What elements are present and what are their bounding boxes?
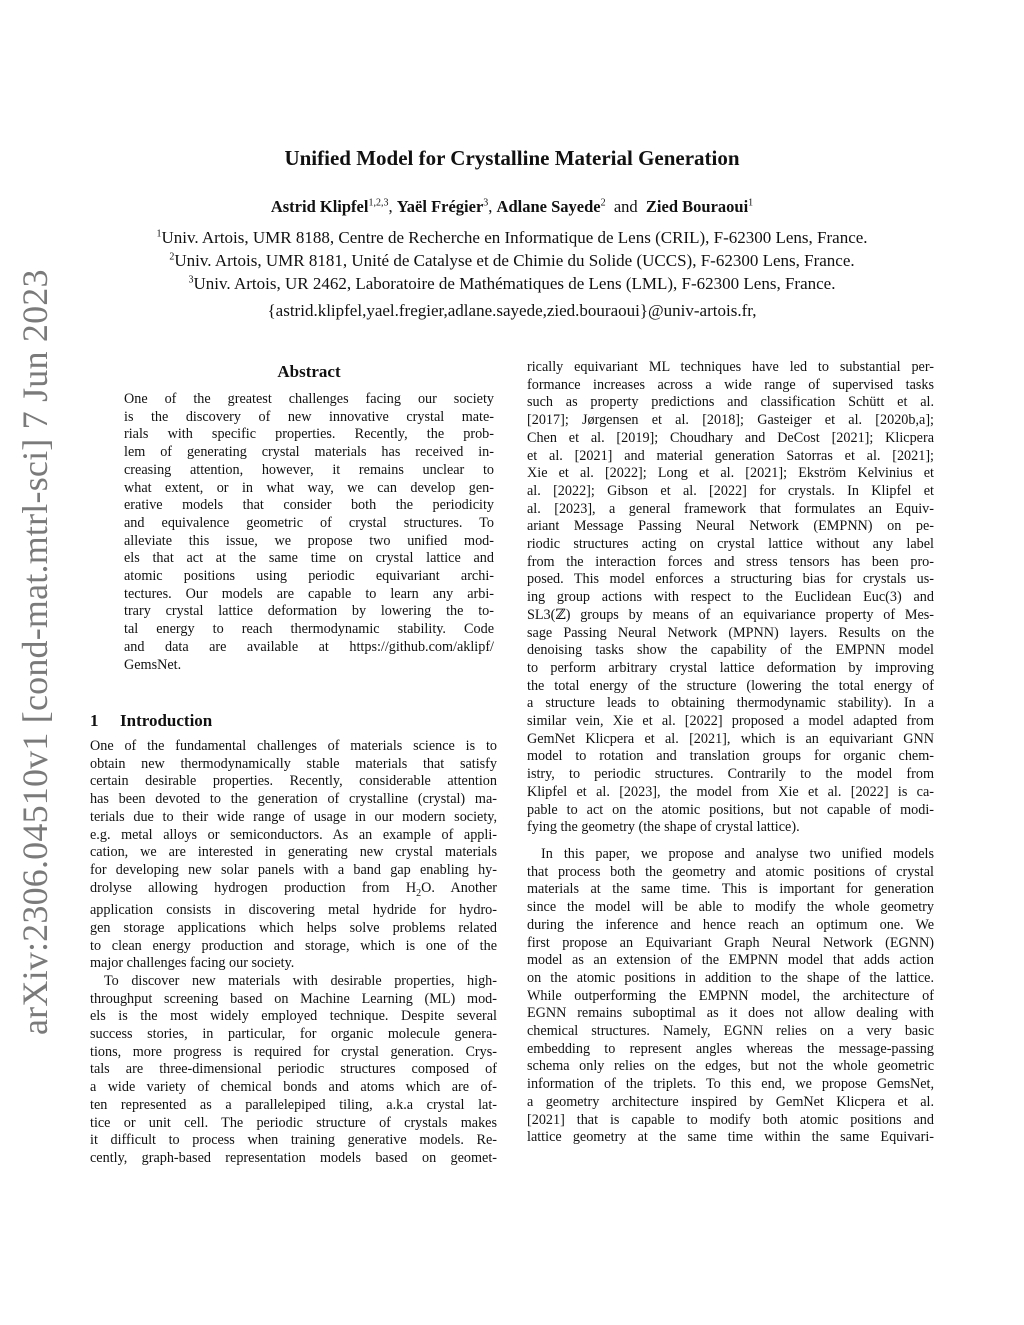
text-line: throughput screening based on Machine Learning (ML) mod- [90,990,497,1007]
text-line: that process both the geometry and atomic positions of crystal [527,863,934,880]
paragraph [527,359,934,837]
text-line: for developing new solar panels with a band gap enabling hy- [90,861,497,878]
paragraph [124,391,494,674]
affil-sup: 3 [188,274,194,286]
text-line: cation, we are interested in generating new crystal materials [90,844,497,861]
text-line: erative models that consider both the periodicity [124,497,494,514]
abstract-heading: Abstract [277,362,341,381]
text-line: it difficult to process when training generative models. Re- [90,1132,497,1149]
author-separator: , [388,197,393,216]
text-line: terials due to their wide range of usage in our modern society, [90,808,497,825]
paragraph [90,973,497,1168]
affiliation-1 [0,228,1024,248]
text-line: els that act at the same time on crystal lattice and [124,550,494,567]
text-line: and data are available at https://github.com/aklipf/ [124,638,494,655]
paragraph [527,846,934,1147]
author-name: Adlane Sayede [496,197,601,216]
text-line: Klipfel et al. [2023], the model from Xie et al. [2022] is ca- [527,783,934,800]
text-line: denoising tasks show the capability of the EMPNN model [527,642,934,659]
text-line: rials with specific properties. Recently, the prob- [124,426,494,443]
text-line: success stories, in particular, for organic molecule genera- [90,1026,497,1043]
text-line: tals are three-dimensional periodic structures composed of [90,1061,497,1078]
text-line: els is the most widely employed technique. Despite several [90,1008,497,1025]
text-line: a geometry architecture inspired by GemNet Klicpera et al. [527,1093,934,1110]
text-line: In this paper, we propose and analyse two unified models [541,845,934,862]
text-line: first propose an Equivariant Graph Neural Network (EGNN) [527,934,934,951]
text-line: cently, graph-based representation models based on geomet- [90,1150,497,1166]
text-line: lem of generating crystal materials has received in- [124,444,494,461]
affil-text: Univ. Artois, UR 2462, Laboratoire de Mathématiques de Lens (LML), F-62300 Lens, France. [193,274,836,293]
text-line: tions, more progress is required for crystal generation. Crys- [90,1043,497,1060]
author-line [0,197,1024,217]
author-affil-sup: 1,2,3 [368,197,389,209]
arxiv-side-stamp: arXiv:2306.04510v1 [cond-mat.mtrl-sci] 7 Jun 2023 [15,269,55,1035]
text-line: et al. [2021] and material generation Satorras et al. [2021]; [527,447,934,464]
section-title: Introduction [120,711,213,730]
text-line: a wide variety of chemical bonds and atoms which are of- [90,1079,497,1096]
text-line: tal energy to reach thermodynamic stability. Code [124,621,494,638]
text-line: certain desirable properties. Recently, considerable attention [90,773,497,790]
text-line: a structure leads to obtaining thermodynamic stability). In a [527,695,934,712]
text-line: what extent, or in what way, we can develop gen- [124,479,494,496]
text-line: model as an extension of the EMPNN model that adds action [527,952,934,969]
affil-text: Univ. Artois, UMR 8188, Centre de Recherche en Informatique de Lens (CRIL), F-62300 Lens, France. [161,228,868,247]
text-line: from the interaction forces and stress tensors has been pro- [527,553,934,570]
text-line: riodic structures acting on crystal lattice without any label [527,536,934,553]
author-name: Astrid Klipfel [270,197,369,216]
text-line: ariant Message Passing Neural Network (EMPNN) on pe- [527,518,934,535]
text-line: [2021] that is capable to modify both atomic positions and [527,1111,934,1128]
author-name: Yaël Frégier [396,197,484,216]
text-line: information of the triplets. To this end, we propose GemsNet, [527,1076,934,1093]
text-line: al. [2023], a general framework that formulates an Equiv- [527,500,934,517]
affil-sup: 1 [156,228,162,240]
text-line: [2017]; Jørgensen et al. [2018]; Gasteiger et al. [2020b,a]; [527,412,934,429]
subscript: 2 [416,887,422,899]
text-line: tectures. Our models are capable to learn any arbi- [124,585,494,602]
text-line: One of the fundamental challenges of materials science is to [90,738,497,754]
affiliation-2 [0,251,1024,271]
text-line: model to rotation and translation groups for organic chem- [527,748,934,765]
text-line: atomic positions using periodic equivariant archi- [124,568,494,585]
right-column-body [527,359,934,1147]
text-line: GemNet Klicpera et al. [2021], which is an equivariant GNN [527,730,934,747]
paragraph [90,738,497,973]
text-line: embedding to represent angles whereas the message-passing [527,1040,934,1057]
affiliation-3 [0,274,1024,294]
text-line: istry, to periodic structures. Contrarily to the model from [527,766,934,783]
introduction-body [90,738,497,1168]
text-fragment: drolyse allowing hydrogen production from H [90,879,417,896]
author-emails: {astrid.klipfel,yael.fregier,adlane.sayede,zied.bouraoui}@univ-artois.fr, [267,301,757,320]
text-line: To discover new materials with desirable properties, high- [104,972,497,989]
text-line: materials at the same time. This is important for generation [527,881,934,898]
text-line: has been devoted to the generation of crystalline (crystal) ma- [90,791,497,808]
section-heading-introduction [90,711,212,731]
text-line: pable to act on the atomic positions, but not capable of modi- [527,801,934,818]
text-line: trary crystal lattice deformation by lowering the to- [124,603,494,620]
text-line: ten represented as a parallelepiped tiling, a.k.a crystal lat- [90,1096,497,1113]
text-line: to perform arbitrary crystal lattice deformation by improving [527,659,934,676]
author-affil-sup: 1 [748,197,754,209]
text-line: gen storage applications which helps solve problems related [90,919,497,936]
text-line: al. [2022]; Gibson et al. [2022] for crystals. In Klipfel et [527,482,934,499]
text-line [90,880,497,903]
text-line: Chen et al. [2019]; Choudhary and DeCost [2021]; Klicpera [527,429,934,446]
text-line: such as property predictions and classification Schütt et al. [527,394,934,411]
text-line: to clean energy production and storage, which is one of the [90,937,497,954]
text-line: SL3(ℤ) groups by means of an equivariance property of Mes- [527,606,934,623]
abstract-body [124,391,494,674]
author-name: Zied Bouraoui [645,197,749,216]
text-line: major challenges facing our society. [90,955,295,972]
text-line: GemsNet. [124,656,182,673]
text-line: during the inference and hence reach an optimum one. We [527,916,934,933]
text-line: EGNN remains suboptimal as it does not allow dealing with [527,1005,934,1022]
text-line: One of the greatest challenges facing our society [124,391,494,407]
affil-text: Univ. Artois, UMR 8181, Unité de Catalyse et de Chimie du Solide (UCCS), F-62300 Lens, France. [174,251,855,270]
text-line: since the model will be able to modify the whole geometry [527,899,934,916]
paper-title: Unified Model for Crystalline Material Generation [284,146,740,170]
text-line: rically equivariant ML techniques have led to substantial per- [527,359,934,375]
text-line: creasing attention, however, it remains unclear to [124,461,494,478]
text-line: application consists in discovering metal hydride for hydro- [90,902,497,919]
text-line: posed. This model enforces a structuring bias for crystals us- [527,571,934,588]
section-number: 1 [90,711,99,730]
text-line: on the atomic positions in addition to the shape of the lattice. [527,969,934,986]
text-line: ing group actions with respect to the Euclidean Euc(3) and [527,589,934,606]
text-line: schema only relies on the edges, but not the whole geometric [527,1058,934,1075]
text-line: tice or unit cell. The periodic structure of crystals makes [90,1114,497,1131]
text-line: and equivalence geometric of crystal structures. To [124,514,494,531]
text-line: obtain new thermodynamically stable materials that satisfy [90,755,497,772]
text-line: is the discovery of new innovative crystal mate- [124,408,494,425]
author-and: and [613,197,638,216]
text-line: the total energy of the structure (lowering the total energy of [527,677,934,694]
affil-sup: 2 [169,251,175,263]
text-line: sage Passing Neural Network (MPNN) layers. Results on the [527,624,934,641]
text-line: lattice geometry at the same time within the same Equivari- [527,1129,934,1146]
author-separator: , [488,197,493,216]
text-line: alleviate this issue, we propose two unified mod- [124,532,494,549]
text-line: e.g. metal alloys or semiconductors. As an example of appli- [90,826,497,843]
text-line: chemical structures. Namely, EGNN relies on a very basic [527,1023,934,1040]
text-line: fying the geometry (the shape of crystal lattice). [527,819,800,836]
author-affil-sup: 2 [600,197,606,209]
text-line: While outperforming the EMPNN model, the architecture of [527,987,934,1004]
text-line: similar vein, Xie et al. [2022] proposed a model adapted from [527,713,934,730]
text-fragment: O. Another [421,879,498,896]
text-line: formance increases across a wide range of supervised tasks [527,376,934,393]
author-affil-sup: 3 [483,197,489,209]
text-line: Xie et al. [2022]; Long et al. [2021]; Ekström Kelvinius et [527,465,934,482]
